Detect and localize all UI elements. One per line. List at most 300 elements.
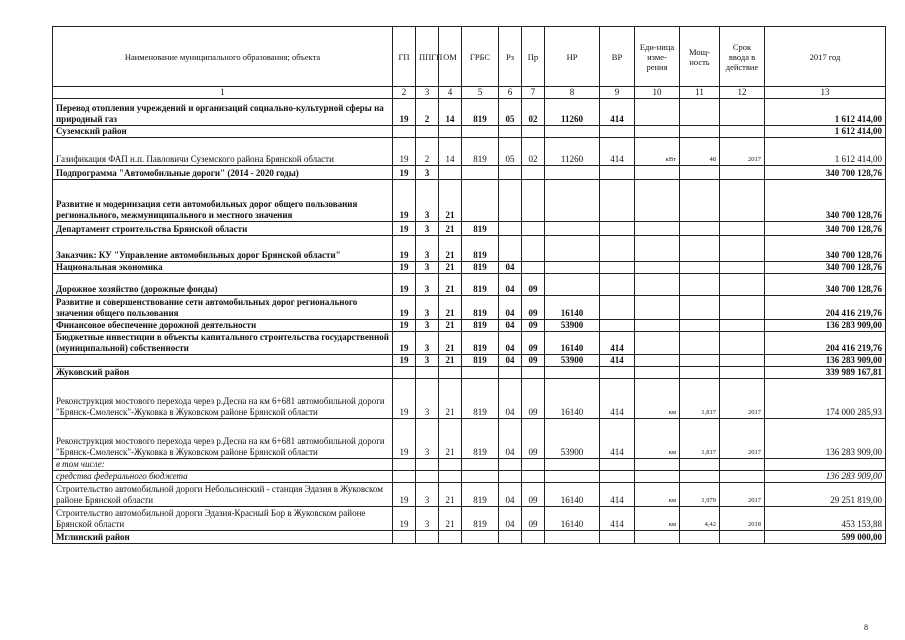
row-unit bbox=[635, 99, 680, 126]
row-gp: 19 bbox=[393, 296, 416, 320]
row-om: 21 bbox=[439, 507, 462, 531]
row-capacity bbox=[680, 222, 720, 236]
row-pr bbox=[522, 166, 545, 180]
row-nr: 53900 bbox=[545, 419, 600, 459]
row-ppgp: 3 bbox=[416, 483, 439, 507]
row-name: Национальная экономика bbox=[53, 262, 393, 274]
row-ppgp: 3 bbox=[416, 166, 439, 180]
row-capacity bbox=[680, 367, 720, 379]
row-rz bbox=[499, 236, 522, 262]
row-om bbox=[439, 367, 462, 379]
row-amount: 340 700 128,76 bbox=[765, 262, 886, 274]
row-om: 21 bbox=[439, 419, 462, 459]
row-amount: 453 153,88 bbox=[765, 507, 886, 531]
row-amount: 339 989 167,81 bbox=[765, 367, 886, 379]
table-row bbox=[53, 483, 886, 507]
col-header-capacity: Мощ-ность bbox=[680, 27, 720, 87]
row-pr: 02 bbox=[522, 138, 545, 166]
row-om: 14 bbox=[439, 138, 462, 166]
row-deadline bbox=[720, 262, 765, 274]
table-row bbox=[53, 379, 886, 419]
row-nr: 16140 bbox=[545, 332, 600, 355]
table-row bbox=[53, 355, 886, 367]
row-nr bbox=[545, 180, 600, 222]
row-name: Финансовое обеспечение дорожной деятельности bbox=[53, 320, 393, 332]
col-number: 12 bbox=[720, 87, 765, 99]
row-pr: 09 bbox=[522, 332, 545, 355]
row-capacity: 1,817 bbox=[680, 419, 720, 459]
table-row bbox=[53, 236, 886, 262]
table-row bbox=[53, 531, 886, 544]
col-number: 8 bbox=[545, 87, 600, 99]
table-row bbox=[53, 471, 886, 483]
row-grbs: 819 bbox=[462, 419, 499, 459]
row-pr bbox=[522, 180, 545, 222]
row-unit bbox=[635, 459, 680, 471]
col-header-unit: Еди-ница изме-рения bbox=[635, 27, 680, 87]
row-vr bbox=[600, 126, 635, 138]
row-grbs: 819 bbox=[462, 355, 499, 367]
row-unit bbox=[635, 236, 680, 262]
row-gp: 19 bbox=[393, 138, 416, 166]
row-ppgp: 3 bbox=[416, 419, 439, 459]
row-grbs bbox=[462, 531, 499, 544]
row-capacity: 1,817 bbox=[680, 379, 720, 419]
row-capacity: 1,979 bbox=[680, 483, 720, 507]
col-header-name: Наименование муниципального образования; объекта bbox=[53, 27, 393, 87]
row-pr bbox=[522, 236, 545, 262]
row-deadline bbox=[720, 274, 765, 296]
row-amount: 340 700 128,76 bbox=[765, 180, 886, 222]
row-om: 21 bbox=[439, 262, 462, 274]
row-name: Реконструкция мостового перехода через р.Десна на км 6+681 автомобильной дороги "Брянск-Смоленск"-Жуковка в Жуковском районе Брянской области bbox=[53, 379, 393, 419]
row-rz bbox=[499, 459, 522, 471]
row-deadline bbox=[720, 296, 765, 320]
row-nr bbox=[545, 274, 600, 296]
row-amount: 136 283 909,00 bbox=[765, 419, 886, 459]
row-name: Дорожное хозяйство (дорожные фонды) bbox=[53, 274, 393, 296]
row-rz: 04 bbox=[499, 419, 522, 459]
row-grbs: 819 bbox=[462, 483, 499, 507]
row-ppgp bbox=[416, 531, 439, 544]
row-deadline bbox=[720, 222, 765, 236]
row-amount: 599 000,00 bbox=[765, 531, 886, 544]
row-ppgp: 3 bbox=[416, 355, 439, 367]
row-nr bbox=[545, 262, 600, 274]
col-number: 4 bbox=[439, 87, 462, 99]
row-name: Перевод отопления учреждений и организаций социально-культурной сферы на природный газ bbox=[53, 99, 393, 126]
row-gp: 19 bbox=[393, 222, 416, 236]
table-row bbox=[53, 99, 886, 126]
row-gp: 19 bbox=[393, 419, 416, 459]
row-ppgp: 3 bbox=[416, 379, 439, 419]
row-capacity bbox=[680, 320, 720, 332]
row-gp: 19 bbox=[393, 320, 416, 332]
row-ppgp: 2 bbox=[416, 138, 439, 166]
row-vr bbox=[600, 180, 635, 222]
row-rz: 04 bbox=[499, 320, 522, 332]
row-gp: 19 bbox=[393, 274, 416, 296]
col-number: 5 bbox=[462, 87, 499, 99]
row-ppgp: 3 bbox=[416, 222, 439, 236]
row-capacity bbox=[680, 126, 720, 138]
row-name: Мглинский район bbox=[53, 531, 393, 544]
row-ppgp: 3 bbox=[416, 236, 439, 262]
row-name: Жуковский район bbox=[53, 367, 393, 379]
row-pr: 09 bbox=[522, 274, 545, 296]
table-row bbox=[53, 507, 886, 531]
row-gp: 19 bbox=[393, 99, 416, 126]
row-vr bbox=[600, 222, 635, 236]
table-row bbox=[53, 419, 886, 459]
row-amount: 340 700 128,76 bbox=[765, 222, 886, 236]
row-om bbox=[439, 166, 462, 180]
row-nr bbox=[545, 222, 600, 236]
row-deadline bbox=[720, 166, 765, 180]
column-number-row bbox=[53, 87, 886, 99]
row-unit bbox=[635, 262, 680, 274]
row-deadline bbox=[720, 99, 765, 126]
row-deadline bbox=[720, 531, 765, 544]
row-unit: км bbox=[635, 379, 680, 419]
row-vr bbox=[600, 531, 635, 544]
row-rz: 05 bbox=[499, 99, 522, 126]
row-om: 21 bbox=[439, 379, 462, 419]
row-amount: 340 700 128,76 bbox=[765, 236, 886, 262]
row-amount: 174 000 285,93 bbox=[765, 379, 886, 419]
row-ppgp: 3 bbox=[416, 507, 439, 531]
row-nr bbox=[545, 531, 600, 544]
row-unit bbox=[635, 222, 680, 236]
row-gp bbox=[393, 471, 416, 483]
row-rz: 04 bbox=[499, 507, 522, 531]
row-rz bbox=[499, 180, 522, 222]
row-vr bbox=[600, 320, 635, 332]
row-pr bbox=[522, 262, 545, 274]
table-row bbox=[53, 274, 886, 296]
col-header-deadline: Срок ввода в действие bbox=[720, 27, 765, 87]
row-name: Бюджетные инвестиции в объекты капитального строительства государственной (муниципальной) собственности bbox=[53, 332, 393, 355]
row-name bbox=[53, 355, 393, 367]
row-nr bbox=[545, 236, 600, 262]
row-ppgp bbox=[416, 126, 439, 138]
row-om: 21 bbox=[439, 180, 462, 222]
row-deadline: 2017 bbox=[720, 419, 765, 459]
row-nr bbox=[545, 459, 600, 471]
col-number: 7 bbox=[522, 87, 545, 99]
document-page bbox=[52, 26, 886, 632]
row-om: 14 bbox=[439, 99, 462, 126]
row-amount: 29 251 819,00 bbox=[765, 483, 886, 507]
row-vr: 414 bbox=[600, 138, 635, 166]
col-header-ppgp: ППГП bbox=[416, 27, 439, 87]
col-header-vr: ВР bbox=[600, 27, 635, 87]
row-gp: 19 bbox=[393, 262, 416, 274]
row-ppgp bbox=[416, 459, 439, 471]
row-amount: 1 612 414,00 bbox=[765, 99, 886, 126]
table-body bbox=[53, 99, 886, 544]
col-header-rz: Рз bbox=[499, 27, 522, 87]
row-unit bbox=[635, 471, 680, 483]
row-unit: км bbox=[635, 507, 680, 531]
row-name: Строительство автомобильной дороги Эдазия-Красный Бор в Жуковском районе Брянской области bbox=[53, 507, 393, 531]
row-vr: 414 bbox=[600, 507, 635, 531]
row-nr: 16140 bbox=[545, 507, 600, 531]
row-gp: 19 bbox=[393, 166, 416, 180]
row-om bbox=[439, 531, 462, 544]
row-pr bbox=[522, 222, 545, 236]
row-gp bbox=[393, 126, 416, 138]
row-pr: 09 bbox=[522, 483, 545, 507]
row-gp: 19 bbox=[393, 483, 416, 507]
row-pr bbox=[522, 126, 545, 138]
col-number: 6 bbox=[499, 87, 522, 99]
row-vr: 414 bbox=[600, 99, 635, 126]
row-unit bbox=[635, 320, 680, 332]
page-number: 8 bbox=[864, 623, 868, 632]
table-row bbox=[53, 138, 886, 166]
row-grbs: 819 bbox=[462, 379, 499, 419]
row-om bbox=[439, 471, 462, 483]
row-grbs: 819 bbox=[462, 262, 499, 274]
row-gp: 19 bbox=[393, 332, 416, 355]
row-capacity: 48 bbox=[680, 138, 720, 166]
table-row bbox=[53, 459, 886, 471]
col-number: 11 bbox=[680, 87, 720, 99]
row-deadline bbox=[720, 236, 765, 262]
row-amount: 340 700 128,76 bbox=[765, 274, 886, 296]
row-om: 21 bbox=[439, 355, 462, 367]
row-rz bbox=[499, 126, 522, 138]
row-amount: 136 283 909,00 bbox=[765, 320, 886, 332]
row-ppgp: 3 bbox=[416, 262, 439, 274]
row-vr bbox=[600, 262, 635, 274]
row-name: Газификация ФАП н.п. Павловичи Суземского района Брянской области bbox=[53, 138, 393, 166]
row-amount: 136 283 909,00 bbox=[765, 355, 886, 367]
row-nr: 16140 bbox=[545, 483, 600, 507]
row-name: Подпрограмма "Автомобильные дороги" (2014 - 2020 годы) bbox=[53, 166, 393, 180]
col-number: 13 bbox=[765, 87, 886, 99]
row-pr: 09 bbox=[522, 379, 545, 419]
row-deadline: 2017 bbox=[720, 138, 765, 166]
row-grbs bbox=[462, 471, 499, 483]
row-deadline: 2018 bbox=[720, 507, 765, 531]
row-rz: 05 bbox=[499, 138, 522, 166]
row-om bbox=[439, 126, 462, 138]
row-gp: 19 bbox=[393, 507, 416, 531]
row-unit: кВт bbox=[635, 138, 680, 166]
row-vr: 414 bbox=[600, 379, 635, 419]
col-number: 1 bbox=[53, 87, 393, 99]
row-deadline bbox=[720, 459, 765, 471]
row-name: Развитие и модернизация сети автомобильных дорог общего пользования регионального, межмуниципального и местного значения bbox=[53, 180, 393, 222]
row-grbs bbox=[462, 180, 499, 222]
row-capacity bbox=[680, 274, 720, 296]
row-vr: 414 bbox=[600, 483, 635, 507]
row-grbs bbox=[462, 459, 499, 471]
col-header-grbs: ГРБС bbox=[462, 27, 499, 87]
row-ppgp: 3 bbox=[416, 320, 439, 332]
row-nr: 16140 bbox=[545, 296, 600, 320]
row-capacity bbox=[680, 459, 720, 471]
row-deadline bbox=[720, 320, 765, 332]
row-gp: 19 bbox=[393, 355, 416, 367]
row-gp bbox=[393, 459, 416, 471]
row-deadline bbox=[720, 471, 765, 483]
row-rz bbox=[499, 531, 522, 544]
row-unit: км bbox=[635, 419, 680, 459]
row-vr bbox=[600, 459, 635, 471]
row-rz bbox=[499, 367, 522, 379]
table-row bbox=[53, 166, 886, 180]
row-unit bbox=[635, 531, 680, 544]
row-rz bbox=[499, 222, 522, 236]
row-pr: 09 bbox=[522, 355, 545, 367]
row-pr: 09 bbox=[522, 507, 545, 531]
table-row bbox=[53, 180, 886, 222]
row-deadline bbox=[720, 126, 765, 138]
row-amount: 1 612 414,00 bbox=[765, 138, 886, 166]
row-amount: 1 612 414,00 bbox=[765, 126, 886, 138]
row-nr bbox=[545, 126, 600, 138]
row-unit bbox=[635, 355, 680, 367]
row-amount bbox=[765, 459, 886, 471]
col-header-nr: НР bbox=[545, 27, 600, 87]
row-ppgp: 3 bbox=[416, 274, 439, 296]
row-vr bbox=[600, 236, 635, 262]
row-amount: 204 416 219,76 bbox=[765, 332, 886, 355]
row-pr bbox=[522, 459, 545, 471]
table-row bbox=[53, 296, 886, 320]
table-row bbox=[53, 367, 886, 379]
row-rz: 04 bbox=[499, 483, 522, 507]
row-amount: 340 700 128,76 bbox=[765, 166, 886, 180]
row-nr bbox=[545, 471, 600, 483]
row-name: в том числе: bbox=[53, 459, 393, 471]
row-unit bbox=[635, 367, 680, 379]
row-om: 21 bbox=[439, 236, 462, 262]
row-name: Департамент строительства Брянской области bbox=[53, 222, 393, 236]
row-unit bbox=[635, 332, 680, 355]
row-nr bbox=[545, 367, 600, 379]
table-row bbox=[53, 126, 886, 138]
row-pr: 09 bbox=[522, 320, 545, 332]
row-name: Суземский район bbox=[53, 126, 393, 138]
row-name: Развитие и совершенствование сети автомобильных дорог регионального значения общего пользования bbox=[53, 296, 393, 320]
row-nr: 53900 bbox=[545, 355, 600, 367]
col-header-om: ОМ bbox=[439, 27, 462, 87]
row-deadline bbox=[720, 332, 765, 355]
row-pr: 02 bbox=[522, 99, 545, 126]
row-vr bbox=[600, 296, 635, 320]
row-unit bbox=[635, 274, 680, 296]
row-nr: 11260 bbox=[545, 138, 600, 166]
row-ppgp: 3 bbox=[416, 180, 439, 222]
row-name: Заказчик: КУ "Управление автомобильных дорог Брянской области" bbox=[53, 236, 393, 262]
row-grbs: 819 bbox=[462, 236, 499, 262]
row-unit bbox=[635, 180, 680, 222]
budget-table bbox=[52, 26, 886, 544]
row-deadline bbox=[720, 180, 765, 222]
row-pr bbox=[522, 367, 545, 379]
row-grbs: 819 bbox=[462, 222, 499, 236]
row-grbs: 819 bbox=[462, 320, 499, 332]
row-pr: 09 bbox=[522, 419, 545, 459]
row-amount: 136 283 909,00 bbox=[765, 471, 886, 483]
row-rz: 04 bbox=[499, 355, 522, 367]
row-capacity bbox=[680, 262, 720, 274]
row-ppgp: 3 bbox=[416, 296, 439, 320]
row-rz: 04 bbox=[499, 379, 522, 419]
row-ppgp: 3 bbox=[416, 332, 439, 355]
col-number: 2 bbox=[393, 87, 416, 99]
row-nr: 16140 bbox=[545, 379, 600, 419]
row-vr: 414 bbox=[600, 419, 635, 459]
row-vr: 414 bbox=[600, 332, 635, 355]
row-rz: 04 bbox=[499, 296, 522, 320]
row-vr bbox=[600, 367, 635, 379]
row-ppgp bbox=[416, 471, 439, 483]
row-capacity bbox=[680, 332, 720, 355]
row-name: Строительство автомобильной дороги Небольсинский - станция Эдазия в Жуковском районе Брянской области bbox=[53, 483, 393, 507]
row-rz bbox=[499, 471, 522, 483]
row-om: 21 bbox=[439, 332, 462, 355]
row-gp bbox=[393, 367, 416, 379]
table-row bbox=[53, 222, 886, 236]
row-unit: км bbox=[635, 483, 680, 507]
row-grbs: 819 bbox=[462, 138, 499, 166]
row-vr: 414 bbox=[600, 355, 635, 367]
row-capacity bbox=[680, 236, 720, 262]
row-unit bbox=[635, 296, 680, 320]
row-nr: 11260 bbox=[545, 99, 600, 126]
row-om: 21 bbox=[439, 274, 462, 296]
col-header-gp: ГП bbox=[393, 27, 416, 87]
row-ppgp: 2 bbox=[416, 99, 439, 126]
row-unit bbox=[635, 166, 680, 180]
row-grbs: 819 bbox=[462, 274, 499, 296]
row-capacity bbox=[680, 180, 720, 222]
col-number: 3 bbox=[416, 87, 439, 99]
col-header-year-2017: 2017 год bbox=[765, 27, 886, 87]
row-grbs bbox=[462, 126, 499, 138]
row-grbs: 819 bbox=[462, 332, 499, 355]
row-rz: 04 bbox=[499, 332, 522, 355]
row-deadline bbox=[720, 367, 765, 379]
row-amount: 204 416 219,76 bbox=[765, 296, 886, 320]
row-pr bbox=[522, 531, 545, 544]
row-deadline bbox=[720, 355, 765, 367]
table-row bbox=[53, 332, 886, 355]
col-number: 10 bbox=[635, 87, 680, 99]
row-vr bbox=[600, 166, 635, 180]
row-deadline: 2017 bbox=[720, 379, 765, 419]
row-grbs: 819 bbox=[462, 99, 499, 126]
row-grbs: 819 bbox=[462, 296, 499, 320]
col-header-pr: Пр bbox=[522, 27, 545, 87]
row-capacity bbox=[680, 296, 720, 320]
row-nr bbox=[545, 166, 600, 180]
row-capacity: 4,42 bbox=[680, 507, 720, 531]
row-name: средства федерального бюджета bbox=[53, 471, 393, 483]
row-om: 21 bbox=[439, 222, 462, 236]
row-rz: 04 bbox=[499, 262, 522, 274]
row-grbs: 819 bbox=[462, 507, 499, 531]
table-row bbox=[53, 262, 886, 274]
row-unit bbox=[635, 126, 680, 138]
row-vr bbox=[600, 471, 635, 483]
row-capacity bbox=[680, 531, 720, 544]
